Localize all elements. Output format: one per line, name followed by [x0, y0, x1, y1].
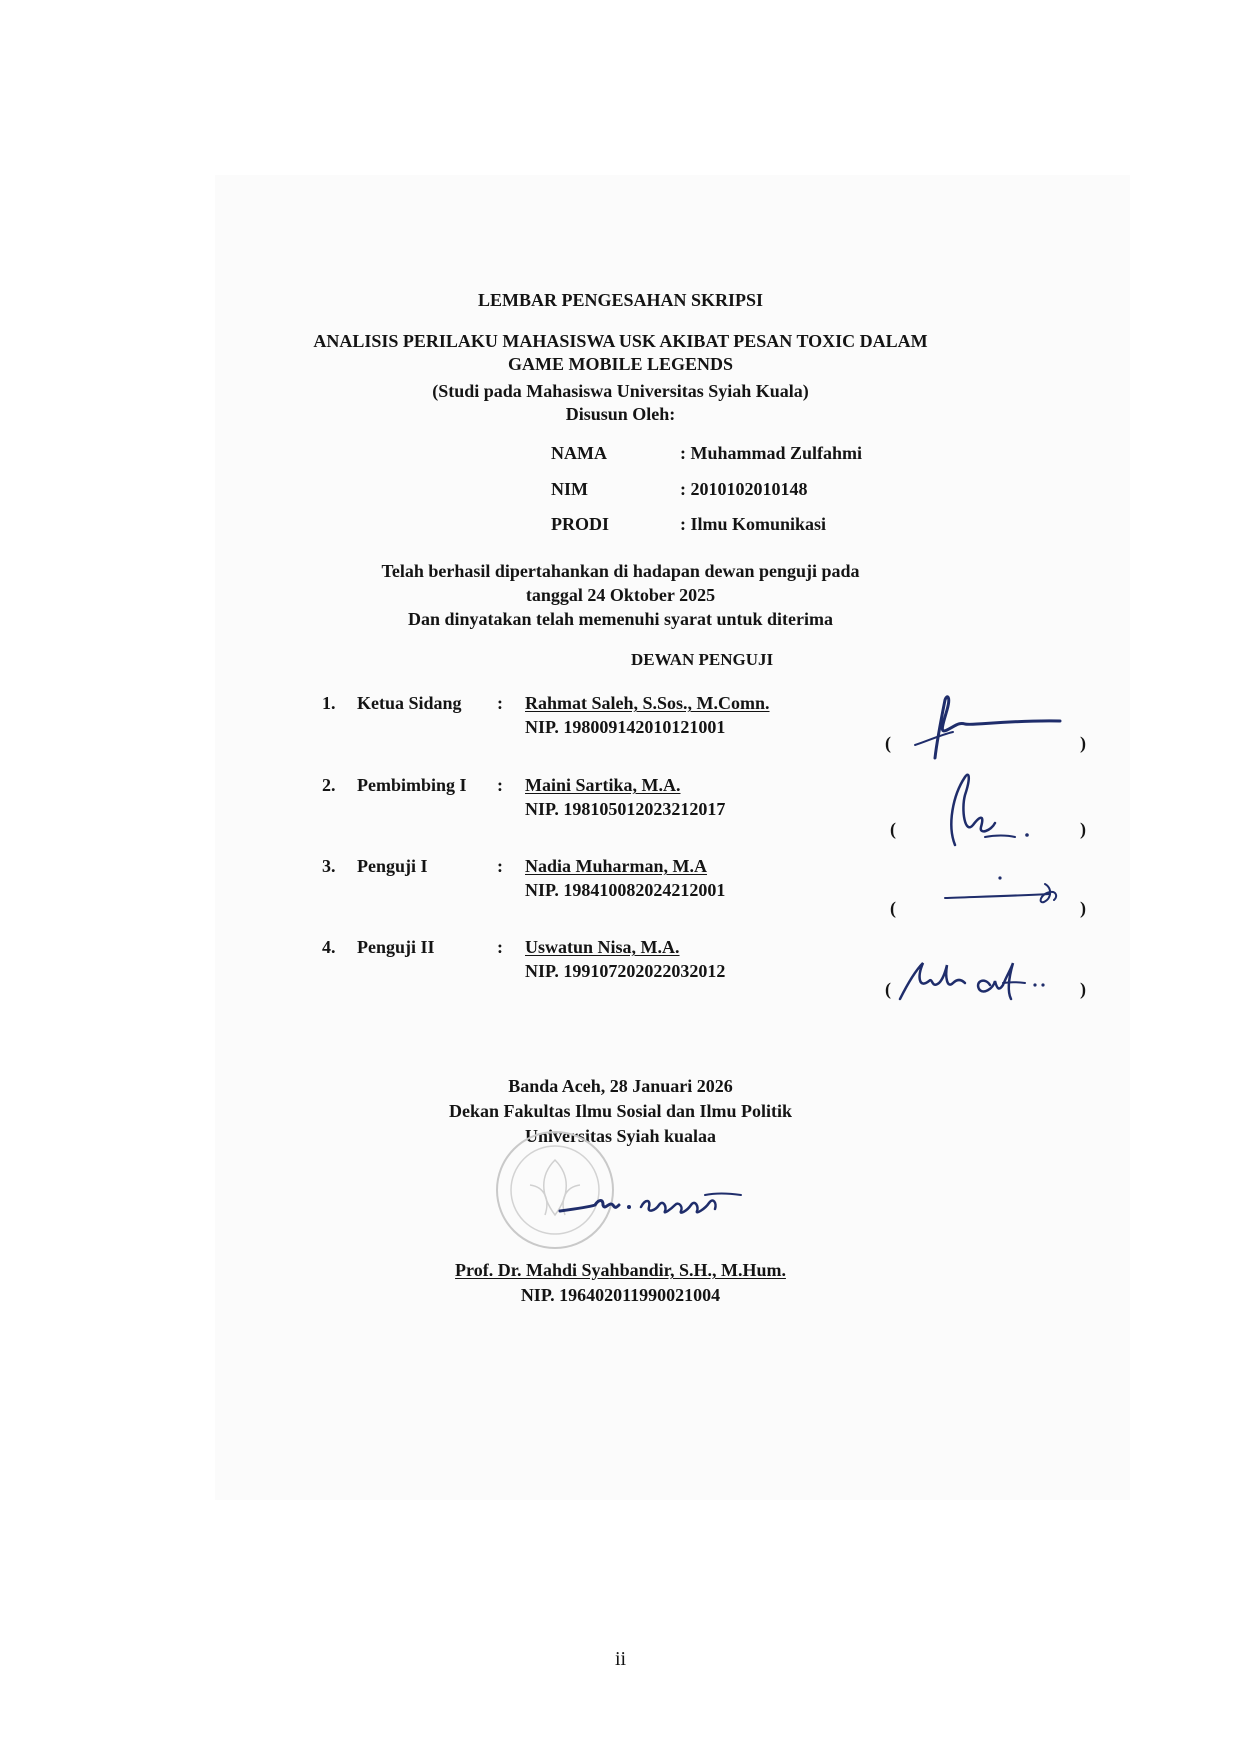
- prodi-value: : Ilmu Komunikasi: [680, 514, 827, 534]
- dean-signature: [555, 1185, 755, 1225]
- examiner-colon: :: [497, 937, 503, 957]
- signature-paren-open: (: [890, 819, 896, 839]
- place-date: Banda Aceh, 28 Januari 2026: [508, 1076, 733, 1096]
- board-heading: DEWAN PENGUJI: [631, 650, 774, 669]
- dean-title-line2: Universitas Syiah kualaa: [524, 1126, 717, 1146]
- examiner-colon: :: [497, 856, 503, 876]
- statement-line1: Telah berhasil dipertahankan di hadapan dewan penguji pada: [381, 561, 860, 581]
- examiner-name: Nadia Muharman, M.A: [525, 856, 708, 876]
- examiner-nip: NIP. 198009142010121001: [525, 717, 726, 737]
- examiner-role: Penguji I: [357, 856, 428, 876]
- examiner-role: Pembimbing I: [357, 775, 467, 795]
- examiner-nip: NIP. 199107202022032012: [525, 961, 726, 981]
- examiner-nip: NIP. 198105012023212017: [525, 799, 726, 819]
- signature-paren-close: ): [1080, 979, 1086, 999]
- examiner-1-signature: [895, 690, 1075, 760]
- examiner-number: 2.: [322, 775, 336, 795]
- dean-title-line1: Dekan Fakultas Ilmu Sosial dan Ilmu Politik: [448, 1101, 793, 1121]
- examiner-nip: NIP. 198410082024212001: [525, 880, 726, 900]
- examiner-role: Ketua Sidang: [357, 693, 462, 713]
- examiner-3-signature: [940, 872, 1070, 912]
- examiner-number: 4.: [322, 937, 336, 957]
- dean-nip: NIP. 196402011990021004: [520, 1285, 721, 1305]
- examiner-number: 3.: [322, 856, 336, 876]
- examiner-name: Rahmat Saleh, S.Sos., M.Comn.: [525, 693, 770, 713]
- statement-line3: Dan dinyatakan telah memenuhi syarat untuk diterima: [407, 609, 834, 629]
- dean-name: Prof. Dr. Mahdi Syahbandir, S.H., M.Hum.: [455, 1260, 786, 1280]
- name-label: NAMA: [551, 443, 607, 463]
- examiner-role: Penguji II: [357, 937, 435, 957]
- signature-paren-open: (: [885, 979, 891, 999]
- nim-value: : 2010102010148: [680, 479, 808, 499]
- examiner-colon: :: [497, 693, 503, 713]
- examiner-name: Maini Sartika, M.A.: [525, 775, 681, 795]
- examiner-4-signature: [895, 955, 1065, 1005]
- subtitle: (Studi pada Mahasiswa Universitas Syiah Kuala): [432, 381, 809, 401]
- examiner-colon: :: [497, 775, 503, 795]
- signature-paren-open: (: [890, 898, 896, 918]
- examiner-number: 1.: [322, 693, 336, 713]
- sheet-title: LEMBAR PENGESAHAN SKRIPSI: [477, 290, 764, 310]
- signature-paren-open: (: [885, 733, 891, 753]
- statement-line2: tanggal 24 Oktober 2025: [525, 585, 716, 605]
- prodi-label: PRODI: [551, 514, 609, 534]
- thesis-title-line1: ANALISIS PERILAKU MAHASISWA USK AKIBAT PESAN TOXIC DALAM: [313, 331, 928, 351]
- signature-paren-close: ): [1080, 898, 1086, 918]
- page-number: ii: [614, 1648, 627, 1670]
- nim-label: NIM: [551, 479, 588, 499]
- name-value: : Muhammad Zulfahmi: [680, 443, 863, 463]
- examiner-name: Uswatun Nisa, M.A.: [525, 937, 680, 957]
- examiner-2-signature: [935, 765, 1055, 855]
- signature-paren-close: ): [1080, 819, 1086, 839]
- thesis-title-line2: GAME MOBILE LEGENDS: [507, 354, 734, 374]
- signature-paren-close: ): [1080, 733, 1086, 753]
- compiled-by: Disusun Oleh:: [565, 404, 676, 424]
